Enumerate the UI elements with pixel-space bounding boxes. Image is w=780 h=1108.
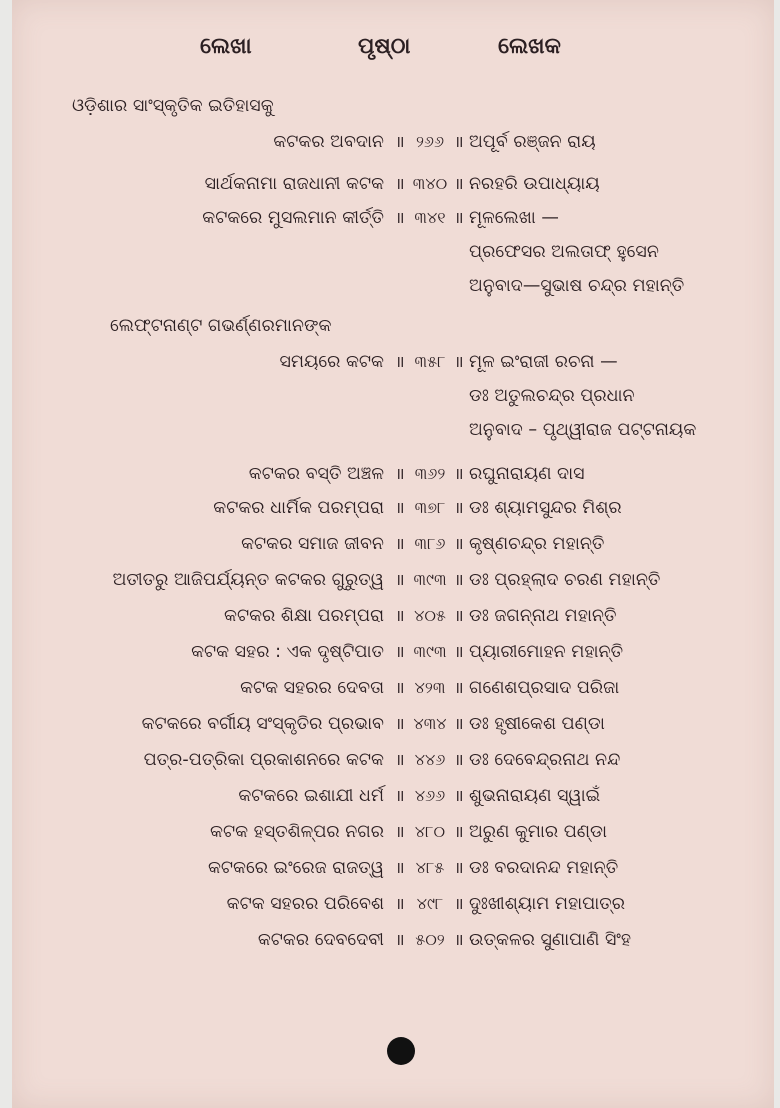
entry-title: କଟକରେ ଇଂରେଜ ରାଜତ୍ୱ (207, 858, 384, 878)
toc-entry (12, 854, 774, 882)
entry-author: ଡଃ ବରଦାନନ୍ଦ ମହାନ୍ତି (469, 858, 619, 878)
separator: ॥ (395, 352, 405, 371)
toc-entry-title-line (12, 312, 774, 340)
entry-author: ଡଃ ପ୍ରହ୍ଲାଦ ଚରଣ ମହାନ୍ତି (469, 570, 661, 590)
toc-entry (12, 638, 774, 666)
separator: ॥ (395, 786, 405, 805)
entry-title: କଟକ ହସ୍ତଶିଳ୍ପର ନଗର (210, 822, 384, 842)
entry-author: ପ୍ରଫେସର ଅଲତାଫ୍ ହୁସେନ (469, 242, 659, 262)
entry-author: ରଘୁନାରାୟଣ ଦାସ (469, 464, 585, 484)
entry-page-number: ୪୦୫ (414, 606, 446, 625)
entry-page-number: ୪୬୬ (414, 786, 446, 805)
entry-page-number: ୨୬୬ (415, 132, 445, 151)
entry-page-number: ୩୮୬ (414, 534, 446, 553)
entry-title: କଟକ ସହରର ପରିବେଶ (226, 894, 384, 914)
entry-author: ଅନୁବାଦ – ପୃଥ୍ୱୀରାଜ ପଟ୍ଟନାୟକ (469, 420, 697, 440)
entry-author: ଡଃ ଜଗନ୍ନାଥ ମହାନ୍ତି (469, 606, 617, 626)
toc-entry (12, 602, 774, 630)
entry-author: ମୂଳଲେଖା — (469, 208, 559, 228)
separator: ॥ (395, 534, 405, 553)
entry-page-number: ୪୪୬ (414, 750, 446, 769)
entry-title: କଟକରେ ଇଶାଯୀ ଧର୍ମ (238, 786, 384, 806)
toc-entry (12, 566, 774, 594)
toc-entry (12, 170, 774, 198)
toc-entry (12, 674, 774, 702)
table-of-contents-header (12, 34, 774, 64)
separator: ॥ (454, 894, 464, 913)
entry-page-number: ୪୮୦ (414, 822, 446, 841)
header-title-column: ଲେଖା (200, 34, 252, 59)
separator: ॥ (395, 570, 405, 589)
separator: ॥ (395, 678, 405, 697)
separator: ॥ (395, 606, 405, 625)
separator: ॥ (454, 606, 464, 625)
separator: ॥ (395, 464, 405, 483)
toc-entry (12, 128, 774, 156)
entry-page-number: ୫୦୨ (415, 930, 445, 949)
entry-author: ଅପୂର୍ବ ରଞ୍ଜନ ରାୟ (469, 132, 596, 152)
separator: ॥ (395, 498, 405, 517)
entry-author: ଡଃ ଦେବେନ୍ଦ୍ରନାଥ ନନ୍ଦ (469, 750, 621, 770)
toc-entry (12, 494, 774, 522)
separator: ॥ (454, 464, 464, 483)
entry-author: ଗଣେଶପ୍ରସାଦ ପରିଜା (469, 678, 620, 698)
separator: ॥ (395, 208, 405, 227)
toc-entry-author-line (12, 272, 774, 300)
toc-entry (12, 460, 774, 488)
separator: ॥ (395, 714, 405, 733)
entry-author: ଡଃ ଶ୍ୟାମସୁନ୍ଦର ମିଶ୍ର (469, 498, 622, 518)
separator: ॥ (454, 786, 464, 805)
entry-title: କଟକରେ ବର୍ଗୀୟ ସଂସ୍କୃତିର ପ୍ରଭାବ (141, 714, 384, 734)
toc-entry-author-line (12, 238, 774, 266)
separator: ॥ (454, 498, 464, 517)
entry-title: ସାର୍ଥକନାମା ରାଜଧାନୀ କଟକ (204, 174, 384, 194)
separator: ॥ (395, 750, 405, 769)
separator: ॥ (395, 858, 405, 877)
toc-entry (12, 530, 774, 558)
separator: ॥ (395, 642, 405, 661)
separator: ॥ (454, 570, 464, 589)
entry-title: କଟକ ସହର : ଏକ ଦୃଷ୍ଟିପାତ (191, 642, 384, 662)
entry-page-number: ୪୩୪ (413, 714, 447, 733)
entry-page-number: ୩୯୩ (413, 642, 447, 661)
separator: ॥ (395, 174, 405, 193)
toc-entry (12, 818, 774, 846)
toc-entry (12, 204, 774, 232)
separator: ॥ (454, 930, 464, 949)
toc-entry-author-line (12, 382, 774, 410)
entry-title: କଟକର ଅବଦାନ (273, 132, 384, 152)
entry-title: ପତ୍ର-ପତ୍ରିକା ପ୍ରକାଶନରେ କଟକ (143, 750, 384, 770)
entry-author: ଅନୁବାଦ—ସୁଭାଷ ଚନ୍ଦ୍ର ମହାନ୍ତି (469, 276, 685, 296)
entry-author: ପ୍ୟାରୀମୋହନ ମହାନ୍ତି (469, 642, 624, 662)
toc-entry (12, 926, 774, 954)
separator: ॥ (454, 750, 464, 769)
entry-title-line1: ଓଡ଼ିଶାର ସାଂସ୍କୃତିକ ଇତିହାସକୁ (72, 96, 274, 116)
entry-page-number: ୩୪୧ (414, 208, 446, 227)
header-author-column: ଲେଖକ (498, 34, 561, 59)
entry-title: କଟକର ଶିକ୍ଷା ପରମ୍ପରା (224, 606, 384, 626)
entry-title: କଟକ ସହରର ଦେବତା (240, 678, 384, 698)
entry-author: ଡଃ ଅତୁଲଚନ୍ଦ୍ର ପ୍ରଧାନ (469, 386, 635, 406)
book-page (12, 0, 774, 1108)
entry-title-line1: ଲେଫ୍‌ଟନାଣ୍ଟ ଗଭର୍ଣ୍ଣରମାନଙ୍କ (110, 316, 332, 336)
separator: ॥ (454, 534, 464, 553)
separator: ॥ (454, 858, 464, 877)
separator: ॥ (454, 352, 464, 371)
separator: ॥ (454, 642, 464, 661)
separator: ॥ (395, 930, 405, 949)
separator: ॥ (454, 208, 464, 227)
toc-entry (12, 890, 774, 918)
entry-page-number: ୪୯୮ (416, 894, 444, 913)
separator: ॥ (454, 822, 464, 841)
separator: ॥ (454, 714, 464, 733)
separator: ॥ (454, 174, 464, 193)
page-marker-dot (387, 1037, 415, 1065)
entry-author: ଡଃ ହୃଷୀକେଶ ପଣ୍ଡା (469, 714, 605, 734)
toc-entry (12, 348, 774, 376)
toc-entry (12, 782, 774, 810)
entry-page-number: ୩୭୮ (414, 498, 446, 517)
entry-page-number: ୩୯୩ (413, 570, 447, 589)
header-page-column: ପୃଷ୍ଠା (358, 34, 411, 59)
entry-author: ନରହରି ଉପାଧ୍ୟାୟ (469, 174, 600, 194)
entry-page-number: ୩୫୮ (414, 352, 446, 371)
separator: ॥ (395, 822, 405, 841)
entry-author: ଉତ୍କଳର ସୁଣାପାଣି ସିଂହ (469, 930, 632, 950)
separator: ॥ (454, 132, 464, 151)
separator: ॥ (395, 132, 405, 151)
entry-author: କୃଷ୍ଣଚନ୍ଦ୍ର ମହାନ୍ତି (469, 534, 605, 554)
toc-entry (12, 710, 774, 738)
entry-title: କଟକରେ ମୁସଲମାନ କୀର୍ତ୍ତି (202, 208, 384, 228)
entry-title: କଟକର ଦେବଦେବୀ (257, 930, 384, 950)
separator: ॥ (454, 678, 464, 697)
entry-author: ଶୁଭନାରାୟଣ ସ୍ୱାଇଁ (469, 786, 601, 806)
entry-page-number: ୪୨୩ (414, 678, 446, 697)
entry-author: ଅରୁଣ କୁମାର ପଣ୍ଡା (469, 822, 607, 842)
entry-page-number: ୩୪୦ (412, 174, 448, 193)
toc-entry-author-line (12, 416, 774, 444)
entry-page-number: ୪୮୫ (415, 858, 445, 877)
entry-title: କଟକର ଧାର୍ମିକ ପରମ୍ପରା (213, 498, 384, 518)
toc-entry-title-line (12, 92, 774, 120)
entry-author: ଦୁଃଖୀଶ୍ୟାମ ମହାପାତ୍ର (469, 894, 625, 914)
entry-page-number: ୩୬୨ (414, 464, 446, 483)
entry-title: କଟକର ବସ୍ତି ଅଞ୍ଚଳ (248, 464, 384, 484)
separator: ॥ (395, 894, 405, 913)
toc-entry (12, 746, 774, 774)
entry-author: ମୂଳ ଇଂରାଜୀ ରଚନା — (469, 352, 618, 372)
entry-title: କଟକର ସମାଜ ଜୀବନ (241, 534, 384, 554)
entry-title: ଅତୀତରୁ ଆଜିପର୍ଯ୍ୟନ୍ତ କଟକର ଗୁରୁତ୍ୱ (112, 570, 384, 590)
entry-title: ସମୟରେ କଟକ (279, 352, 384, 372)
